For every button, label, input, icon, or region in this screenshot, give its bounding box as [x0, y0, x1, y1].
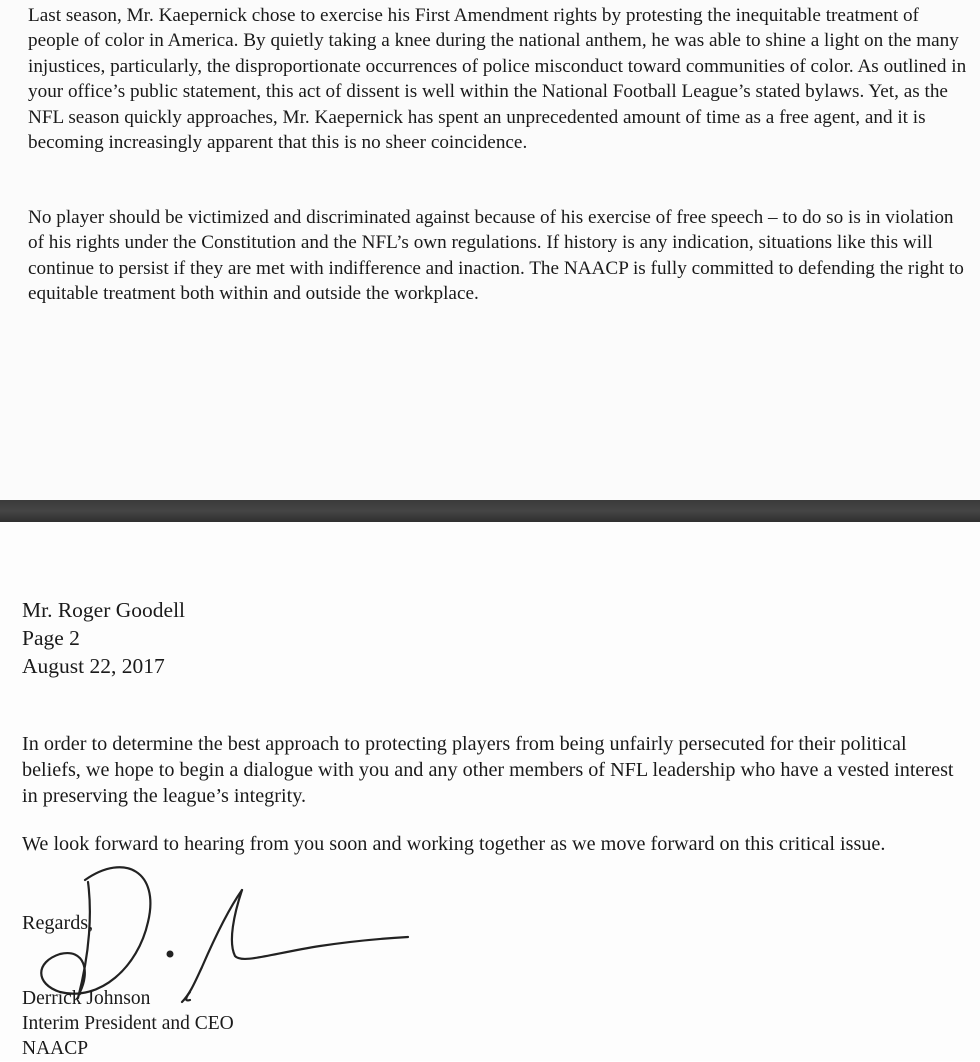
- closing-salutation: Regards,: [22, 912, 94, 934]
- body-paragraph-3: In order to determine the best approach to protecting players from being unfairly persecuted for their political beliefs, we hope to begin a dialogue with you and any other members of NFL leadership who have a vested interest in preserving the league’s integrity.: [22, 733, 954, 807]
- recipient-name: Mr. Roger Goodell: [22, 598, 186, 622]
- body-paragraph-4: We look forward to hearing from you soon and working together as we move forward on this critical issue.: [22, 833, 886, 855]
- body-paragraph-2: No player should be victimized and discriminated against because of his exercise of free speech – to do so is in violation of his rights under the Constitution and the NFL’s own regulations. If history is any indication, situations like this will continue to persist if they are met with indifference and inaction. The NAACP is fully committed to defending the right to equitable treatment both within and outside the workplace.: [28, 207, 964, 305]
- body-paragraph-1: Last season, Mr. Kaepernick chose to exercise his First Amendment rights by protesting the inequitable treatment of people of color in America. By quietly taking a knee during the national anthem, he was able to shine a light on the many injustices, particularly, the disproportionate occurrences of police misconduct toward communities of color. As outlined in your office’s public statement, this act of dissent is well within the National Football League’s stated bylaws. Yet, as the NFL season quickly approaches, Mr. Kaepernick has spent an unprecedented amount of time as a free agent, and it is becoming increasingly apparent that this is no sheer coincidence.: [28, 5, 967, 154]
- page-number: Page 2: [22, 626, 80, 650]
- signatory-organization: NAACP: [22, 1038, 89, 1059]
- signatory-title: Interim President and CEO: [22, 1013, 234, 1034]
- letter-page-1: [0, 0, 980, 500]
- signatory-name: Derrick Johnson: [22, 988, 151, 1009]
- page-break-divider: [0, 500, 980, 522]
- letter-date: August 22, 2017: [22, 654, 165, 678]
